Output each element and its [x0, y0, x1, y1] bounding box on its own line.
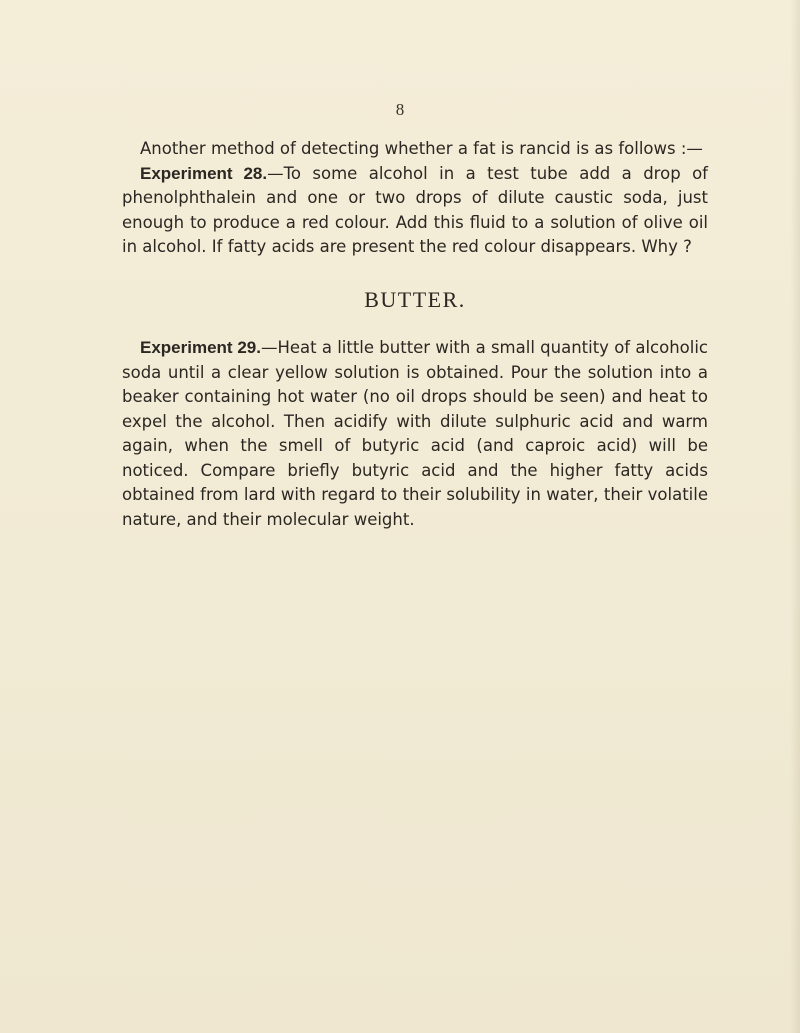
page-edge-shadow — [790, 0, 800, 1033]
page-number: 8 — [395, 100, 405, 119]
section-heading: BUTTER. — [364, 286, 466, 312]
experiment-29-paragraph — [122, 336, 708, 532]
experiment-29-label: Experiment 29. — [140, 338, 261, 357]
experiment-29-text: —Heat a little butter with a small quantity of alcoholic soda until a clear yellow solution is obtained. Pour the solution into a beaker containing hot water (no oil drops should be seen) and heat to expel the alcohol. Then acidify with dilute sulphuric acid and warm again, when the smell of butyric acid (and caproic acid) will be noticed. Compare briefly butyric acid and the higher fatty acids obtained from lard with regard to their solubility in water, their volatile nature, and their molecular weight. — [122, 338, 708, 529]
page-body — [122, 137, 708, 532]
experiment-28-label: Experiment 28. — [140, 163, 268, 183]
intro-paragraph: Another method of detecting whether a fat is rancid is as follows :— — [140, 139, 703, 158]
experiment-28-text: —To some alcohol in a test tube add a drop of phenolphthalein and one or two drops of dilute caustic soda, just enough to produce a red colour. Add this fluid to a solution of olive oil in alcohol. If fatty acids are present the red colour disappears. Why ? — [122, 163, 708, 256]
experiment-28-paragraph — [122, 162, 708, 260]
